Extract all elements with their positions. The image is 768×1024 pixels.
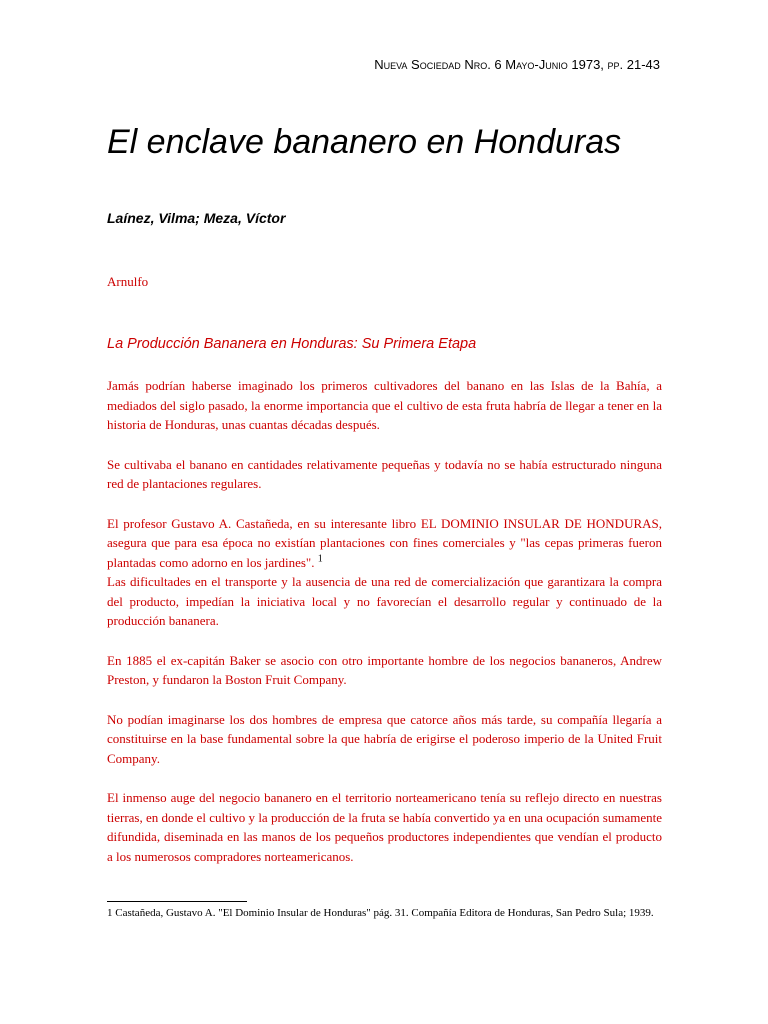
paragraph: En 1885 el ex-capitán Baker se asocio con otro importante hombre de los negocios bananeros, Andrew Preston, y fundaron la Boston Fruit Company. — [107, 652, 662, 687]
article-title: El enclave bananero en Honduras — [107, 123, 622, 161]
section-heading: La Producción Bananera en Honduras: Su Primera Etapa — [107, 336, 477, 352]
article-authors: Laínez, Vilma; Meza, Víctor — [107, 210, 286, 226]
paragraph-text: El profesor Gustavo A. Castañeda, en su interesante libro EL DOMINIO INSULAR DE HONDURAS, asegura que para esa época no existían plantaciones con fines comerciales y "las cepas primeras fueron plantadas como adorno en los jardines". — [107, 515, 662, 570]
paragraph: Jamás podrían haberse imaginado los primeros cultivadores del banano en las Islas de la Bahía, a mediados del siglo pasado, la enorme importancia que el cultivo de esta fruta habría de llegar a tener en la historia de Honduras, unas cuantas décadas después. — [107, 378, 662, 432]
footnote-marker: 1 — [317, 553, 323, 565]
paragraph: Se cultivaba el banano en cantidades relativamente pequeñas y todavía no se había estructurado ninguna red de plantaciones regulares. — [107, 456, 662, 491]
author-name-note: Arnulfo — [107, 274, 149, 289]
footnote-divider — [107, 901, 247, 902]
footnote: 1 Castañeda, Gustavo A. "El Dominio Insular de Honduras" pág. 31. Compañía Editora de Honduras, San Pedro Sula; 1939. — [107, 907, 654, 919]
article-body — [107, 376, 662, 886]
paragraph — [107, 514, 662, 573]
paragraph: El inmenso auge del negocio bananero en el territorio norteamericano tenía su reflejo directo en nuestras tierras, en donde el cultivo y la producción de la fruta se había convertido ya en una ocupación sumamente difundida, diseminada en las manos de los pequeños productores independientes que vendían el producto a los numerosos compradores norteamericanos. — [107, 790, 662, 864]
paragraph: No podían imaginarse los dos hombres de empresa que catorce años más tarde, su compañía llegaría a constituirse en la base fundamental sobre la que habría de erigirse el poderoso imperio de la United Fruit Company. — [107, 711, 662, 766]
paragraph: Las dificultades en el transporte y la ausencia de una red de comercialización que garantizara la compra del producto, impedían la iniciativa local y no favorecían el desarrollo regular y continuado de la producción bananera. — [107, 574, 662, 628]
journal-reference: Nueva Sociedad Nro. 6 Mayo-Junio 1973, pp. 21-43 — [374, 57, 660, 72]
